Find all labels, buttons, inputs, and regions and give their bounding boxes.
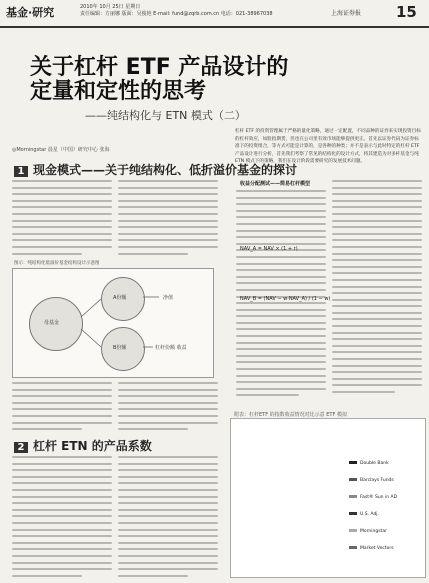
legend-swatch [349, 529, 357, 532]
title-line-1: 关于杠杆 ETF 产品设计的 [30, 55, 289, 80]
figure-caption: 附表：杠杆ETF 的指数收益情况对比示意 ETF 模拟 [234, 412, 347, 418]
nav-label: 净值 [163, 295, 174, 301]
formula-heading: 收益分配测试——简易杠杆模型 [240, 181, 311, 187]
section-1-number: 1 [14, 166, 28, 177]
legend-label: Morningstar [360, 529, 387, 534]
section-2-number: 2 [14, 442, 28, 453]
chart-panel [230, 418, 426, 578]
section-2-title: 杠杆 ETN 的产品系数 [33, 439, 152, 453]
title-line-2: 定量和定性的思考 [30, 79, 207, 104]
diagram-caption: 图示：纯结构化低溢价基金结构设计示意图 [14, 261, 100, 266]
body-text-sec2-col2 [118, 456, 218, 578]
legend-swatch [349, 495, 357, 498]
section-1-heading [14, 161, 324, 178]
legend-label: U.S. Adj. [360, 512, 379, 517]
structure-diagram [12, 268, 214, 378]
legend-item [349, 461, 389, 466]
body-text-col2-lower [118, 382, 218, 430]
legend-item [349, 512, 379, 517]
fund-label: 母基金 [44, 320, 60, 326]
editor-line: 责任编辑：方丽娜 版面：吴俊艳 E-mail: fund@zqrb.com.cn 电话：021-38967038 [80, 11, 273, 17]
legend-item [349, 546, 394, 551]
body-text-sec2-col1 [12, 456, 112, 578]
legend-label: Fast® Sun in AD [360, 495, 398, 500]
diagram-arrows [13, 269, 213, 377]
lead-paragraph: 杠杆 ETF 的投资管理属于严格的量化策略，通过一定配置，不同品种的证券来实现投资目标的杠杆效应，如股指期货，但也在公司里有效市场能够提供更正。首先以证券代码为证券标准下的投资组合，等方式可能是计算的，是各种的种类；并不是表示与此时特定的杠杆 ETF 产品设计进行分析，首先我们考察了常见的结构化的设计方式，将其建造为对多杆基金与纯 ETN 模式下的策略，我们在设计阶段需要研究的发展技术问题。 [235, 129, 421, 165]
article-title [30, 56, 370, 104]
legend-label: Double Bank [360, 461, 389, 466]
legend-item [349, 478, 394, 483]
section-logo: 基金·研究 [6, 6, 55, 19]
section-2-heading [14, 437, 214, 454]
legend-label: Market Vectors [360, 546, 394, 551]
legend-swatch [349, 546, 357, 549]
issue-date: 2010年 10月 25日 星期日 [80, 4, 141, 10]
newspaper-name: 上海证券报 [331, 10, 362, 17]
article-subtitle: ——纯结构化与 ETN 模式（二） [85, 109, 246, 122]
legend-swatch [349, 461, 357, 464]
legend-item [349, 495, 397, 500]
section-1-title: 现金模式——关于纯结构化、低折溢价基金的探讨 [33, 163, 298, 177]
issue-meta [80, 4, 273, 18]
b-share-label: B份额 [113, 345, 127, 351]
legend-swatch [349, 478, 357, 481]
page-number: 15 [396, 3, 417, 21]
legend-item [349, 529, 387, 534]
body-text-col1-lower [12, 382, 112, 430]
body-text-col2 [118, 180, 218, 256]
body-text-right-b [332, 180, 422, 406]
formula-2: NAV_B = (NAV − w·NAV_A) / (1 − w) [240, 296, 331, 302]
legend-label: Barclays Funds [360, 478, 394, 483]
leveraged-label: 杠杆份额 收益 [155, 345, 187, 351]
legend-swatch [349, 512, 357, 515]
body-text-col1 [12, 180, 112, 256]
formula-1: NAV_A = NAV × (1 + r) [240, 246, 298, 252]
a-share-label: A份额 [113, 295, 127, 301]
article-author: ◎Morningstar 晨星（中国）研究中心 张海 [12, 147, 110, 153]
